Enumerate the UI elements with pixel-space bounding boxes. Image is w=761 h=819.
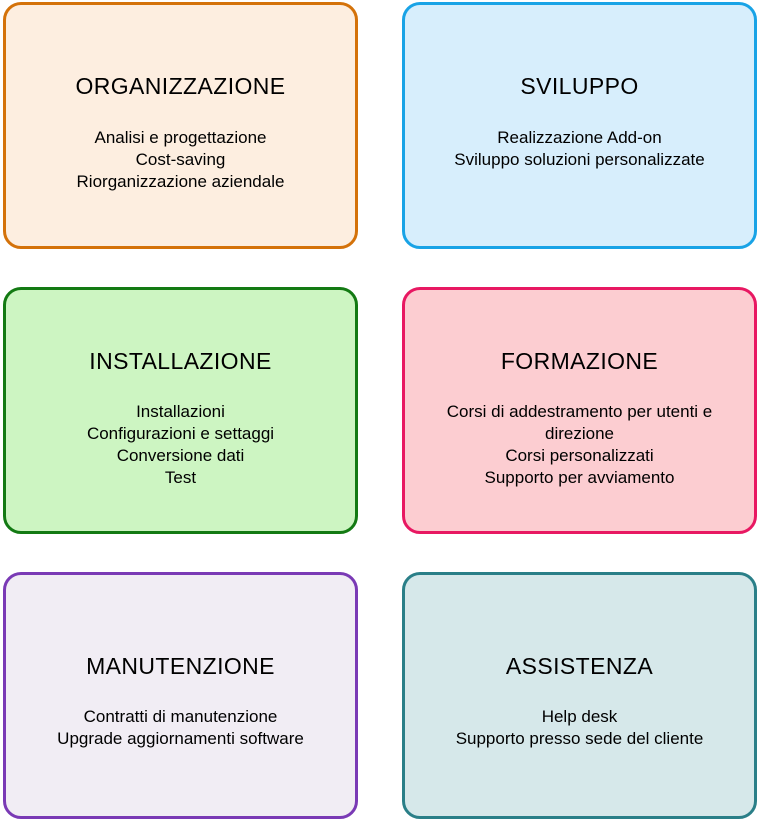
card-sviluppo — [402, 2, 757, 249]
card-line: Analisi e progettazione — [94, 128, 267, 147]
card-installazione — [3, 287, 358, 534]
card-line: Installazioni — [136, 402, 225, 421]
card-manutenzione — [3, 572, 358, 819]
card-line: Riorganizzazione aziendale — [76, 172, 285, 191]
card-body — [454, 127, 704, 171]
card-body — [430, 401, 730, 489]
card-line: Upgrade aggiornamenti software — [57, 729, 304, 748]
card-line: Contratti di manutenzione — [83, 707, 278, 726]
card-title: INSTALLAZIONE — [89, 348, 272, 374]
card-line: Corsi di addestramento per utenti e direzione — [446, 402, 713, 443]
card-title: ASSISTENZA — [505, 653, 654, 679]
card-body — [77, 127, 285, 193]
card-line: Realizzazione Add-on — [497, 128, 662, 147]
card-line: Help desk — [541, 707, 618, 726]
card-body — [57, 706, 304, 750]
card-title: ORGANIZZAZIONE — [75, 73, 286, 99]
card-title: SVILUPPO — [520, 73, 639, 99]
card-line: Conversione dati — [116, 446, 245, 465]
card-line: Supporto per avviamento — [484, 468, 675, 487]
card-title: FORMAZIONE — [500, 348, 659, 374]
card-line: Cost-saving — [135, 150, 226, 169]
card-line: Sviluppo soluzioni personalizzate — [454, 150, 705, 169]
card-organizzazione — [3, 2, 358, 249]
card-formazione — [402, 287, 757, 534]
card-body — [456, 706, 704, 750]
card-assistenza — [402, 572, 757, 819]
card-title: MANUTENZIONE — [86, 653, 275, 679]
card-line: Configurazioni e settaggi — [86, 424, 275, 443]
card-line: Corsi personalizzati — [505, 446, 654, 465]
card-line: Test — [164, 468, 197, 487]
card-body — [87, 401, 274, 489]
card-line: Supporto presso sede del cliente — [455, 729, 704, 748]
